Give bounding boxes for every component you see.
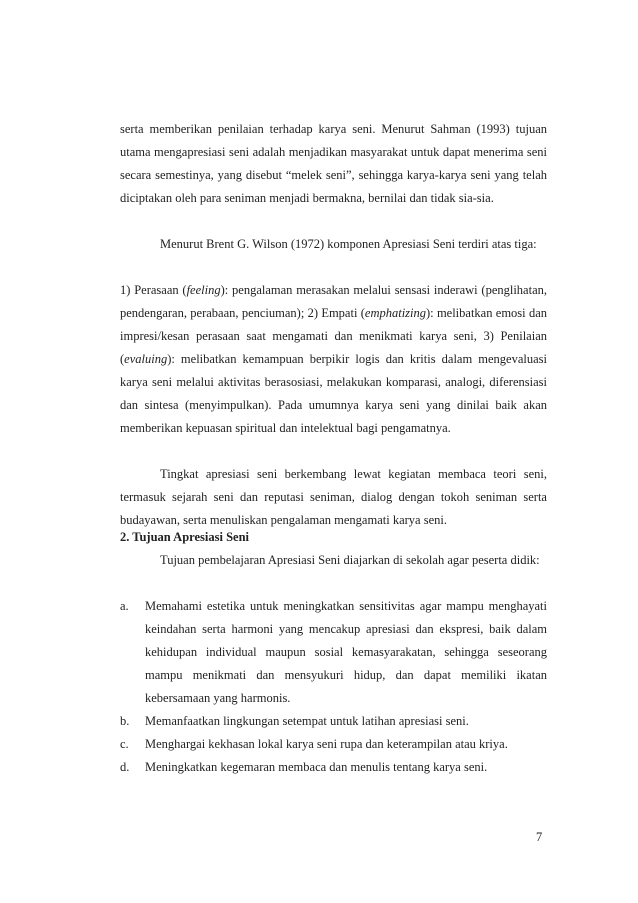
list-item-text: Memanfaatkan lingkungan setempat untuk latihan apresiasi seni. (145, 714, 469, 728)
list-item (120, 710, 547, 733)
list-marker: b. (120, 714, 130, 728)
paragraph-appreciation-level: Tingkat apresiasi seni berkembang lewat kegiatan membaca teori seni, termasuk sejarah seni dan reputasi seniman, dialog dengan tokoh seniman serta budayawan, serta menuliskan pengalaman mengamati karya seni. (120, 467, 547, 527)
section-intro: Tujuan pembelajaran Apresiasi Seni diajarkan di sekolah agar peserta didik: (160, 553, 540, 567)
list-item-text: Menghargai kekhasan lokal karya seni rupa dan keterampilan atau kriya. (145, 737, 508, 751)
objectives-list (120, 595, 547, 779)
list-marker: d. (120, 760, 130, 774)
paragraph-sahman: serta memberikan penilaian terhadap karya seni. Menurut Sahman (1993) tujuan utama mengapresiasi seni adalah menjadikan masyarakat untuk dapat menerima seni secara semestinya, yang disebut “melek seni”, sehingga karya-karya seni yang telah diciptakan oleh para seniman menjadi bermakna, bernilai dan tidak sia-sia. (120, 122, 547, 205)
list-item (120, 756, 547, 779)
component-text-3: ): melibatkan emosi dan impresi/kesan perasaan saat mengamati dan menikmati karya seni, 3) Penilaian ( (120, 306, 547, 366)
list-marker: c. (120, 737, 129, 751)
term-emphatizing: emphatizing (364, 306, 426, 320)
paragraph-components (120, 279, 547, 440)
term-feeling: feeling (186, 283, 221, 297)
list-marker: a. (120, 599, 129, 613)
list-item (120, 595, 547, 710)
term-evaluing: evaluing (124, 352, 168, 366)
paragraph-wilson-intro: Menurut Brent G. Wilson (1972) komponen Apresiasi Seni terdiri atas tiga: (160, 237, 537, 251)
section-heading: 2. Tujuan Apresiasi Seni (120, 530, 249, 544)
list-item (120, 733, 547, 756)
page-number: 7 (536, 830, 543, 844)
list-item-text: Memahami estetika untuk meningkatkan sensitivitas agar mampu menghayati keindahan serta harmoni yang mencakup apresiasi dan ekspresi, baik dalam kehidupan individual maupun sosial kemasyarakatan, sehingga seseorang mampu menikmati dan mensyukuri hidup, dan dapat memiliki ikatan kebersamaan yang harmonis. (145, 599, 547, 705)
component-text-4: ): melibatkan kemampuan berpikir logis dan kritis dalam mengevaluasi karya seni melalui aktivitas berasosiasi, melakukan komparasi, analogi, diferensiasi dan sintesa (menyimpulkan). Pada umumnya karya seni yang dinilai baik akan memberikan kepuasan spiritual dan intelektual bagi pengamatnya. (120, 352, 547, 435)
component-text-2: ): pengalaman merasakan melalui sensasi inderawi (penglihatan, pendengaran, perabaan, penciuman); 2) Empati ( (120, 283, 548, 320)
list-item-text: Meningkatkan kegemaran membaca dan menulis tentang karya seni. (145, 760, 488, 774)
component-text-1: 1) Perasaan ( (120, 283, 187, 297)
